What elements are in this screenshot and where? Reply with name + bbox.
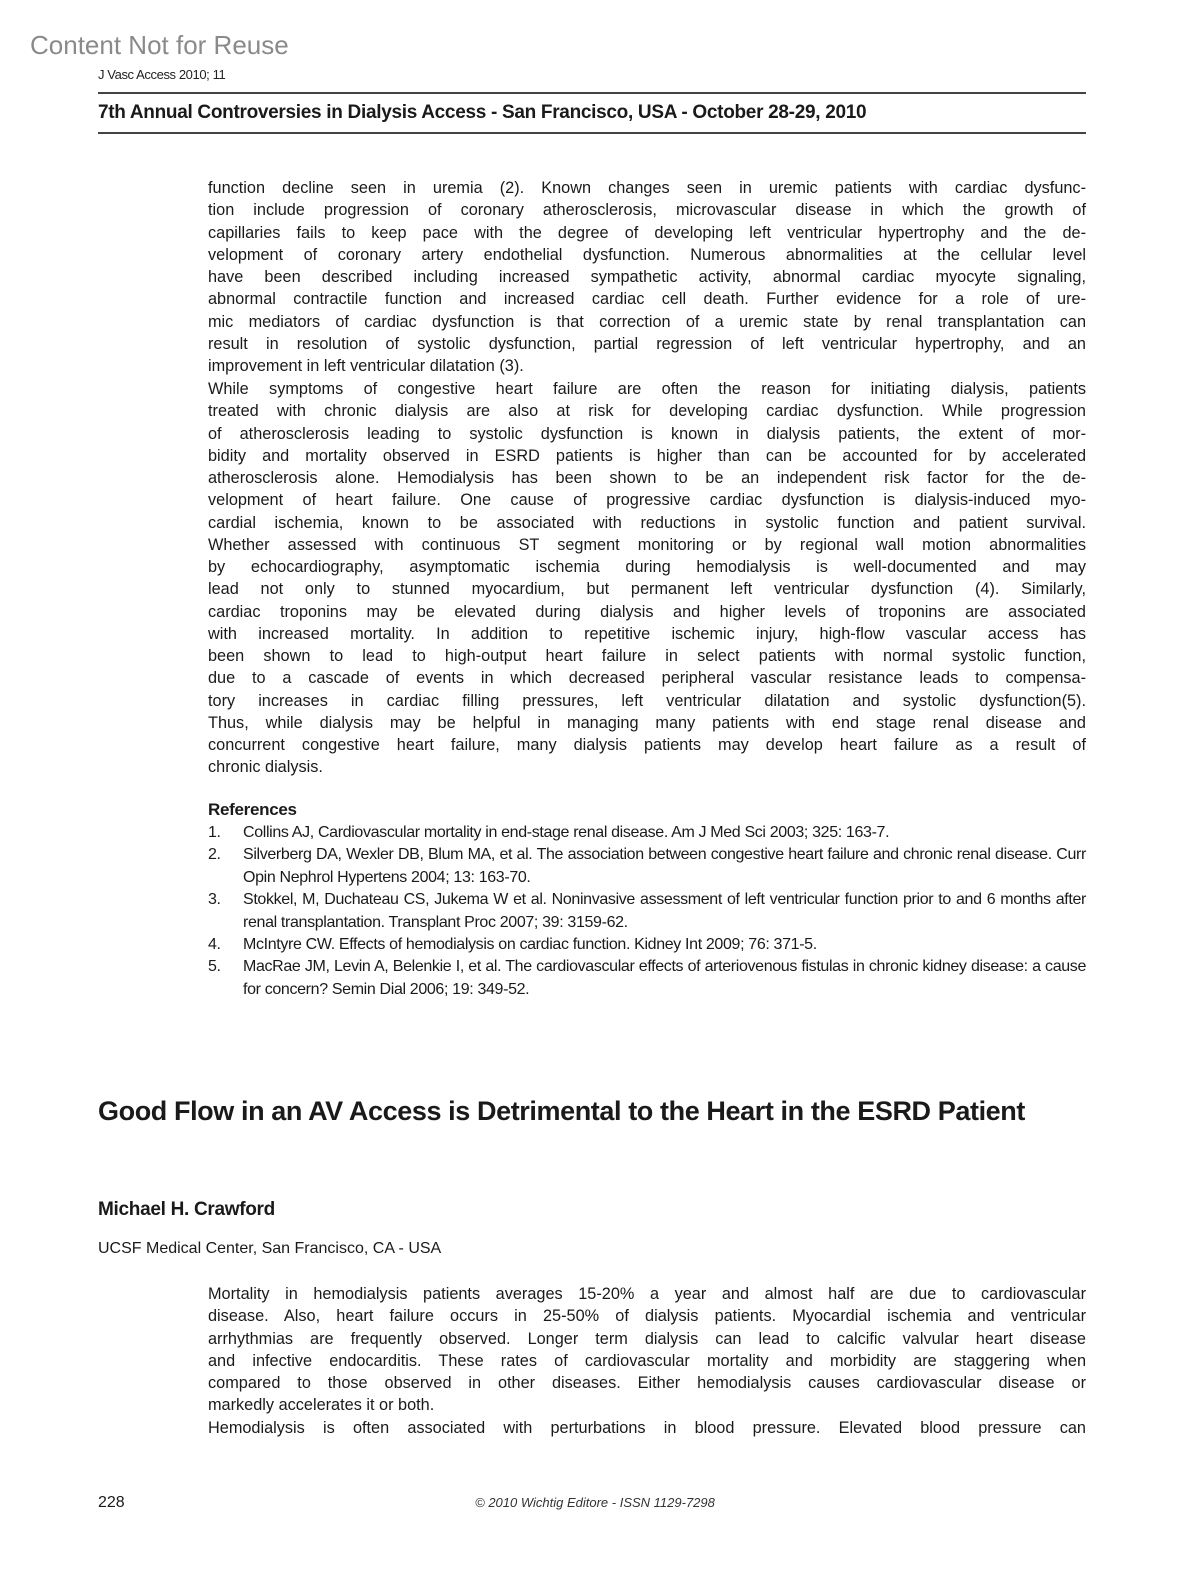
reference-number: 2. (208, 846, 221, 864)
text-line: compared to those observed in other diseases. Either hemodialysis causes cardiovascular disease or (208, 1374, 1086, 1392)
reference-item (208, 956, 1086, 1001)
reference-text: McIntyre CW. Effects of hemodialysis on cardiac function. Kidney Int 2009; 76: 371-5. (243, 936, 817, 954)
reference-text: Collins AJ, Cardiovascular mortality in end-stage renal disease. Am J Med Sci 2003; 325: 163-7. (243, 824, 890, 841)
text-line: velopment of heart failure. One cause of progressive cardiac dysfunction is dialysis-induced myo- (208, 491, 1086, 510)
article-author: Michael H. Crawford (98, 1199, 275, 1220)
conference-title: 7th Annual Controversies in Dialysis Access - San Francisco, USA - October 28-29, 2010 (98, 102, 867, 123)
text-line: have been described including increased sympathetic activity, abnormal cardiac myocyte signaling, (208, 268, 1086, 286)
reference-item (208, 934, 1086, 956)
text-line: due to a cascade of events in which decreased peripheral vascular resistance leads to compensa- (208, 669, 1086, 688)
article2-paragraph-2 (208, 1417, 1086, 1439)
text-line: with increased mortality. In addition to repetitive ischemic injury, high-flow vascular access has (208, 624, 1086, 643)
text-line: bidity and mortality observed in ESRD patients is higher than can be accounted for by accelerated (208, 446, 1086, 465)
copyright: © 2010 Wichtig Editore - ISSN 1129-7298 (475, 1495, 715, 1510)
article2-paragraph-1 (208, 1283, 1086, 1417)
text-line: While symptoms of congestive heart failure are often the reason for initiating dialysis, patients (208, 380, 1086, 398)
text-line: cardiac troponins may be elevated during dialysis and higher levels of troponins are associated (208, 602, 1086, 621)
article1-paragraph-1 (208, 177, 1086, 377)
text-line: markedly accelerates it or both. (208, 1396, 435, 1415)
header-rule-bottom (98, 132, 1086, 134)
author-affiliation: UCSF Medical Center, San Francisco, CA - USA (98, 1240, 442, 1257)
reference-text: Silverberg DA, Wexler DB, Blum MA, et al. The association between congestive heart failure and chronic renal disease. Curr Opin Nephrol Hypertens 2004; 13: 163-70. (243, 846, 1086, 886)
reference-number: 1. (208, 824, 221, 841)
text-line: concurrent congestive heart failure, many dialysis patients may develop heart failure as a result of (208, 736, 1086, 754)
reference-item (208, 822, 1086, 844)
text-line: and infective endocarditis. These rates of cardiovascular mortality and morbidity are staggering when (208, 1351, 1086, 1370)
text-line: Hemodialysis is often associated with perturbations in blood pressure. Elevated blood pressure can (208, 1419, 1086, 1437)
text-line: capillaries fails to keep pace with the degree of developing left ventricular hypertrophy and the de- (208, 223, 1086, 242)
text-line: atherosclerosis alone. Hemodialysis has been shown to be an independent risk factor for the de- (208, 469, 1086, 487)
reference-text: MacRae JM, Levin A, Belenkie I, et al. The cardiovascular effects of arteriovenous fistulas in chronic kidney disease: a cause for concern? Semin Dial 2006; 19: 349-52. (243, 958, 1086, 998)
text-line: function decline seen in uremia (2). Known changes seen in uremic patients with cardiac dysfunc- (208, 179, 1086, 197)
reference-number: 4. (208, 936, 221, 954)
text-line: treated with chronic dialysis are also at risk for developing cardiac dysfunction. While progression (208, 402, 1086, 421)
text-line: velopment of coronary artery endothelial dysfunction. Numerous abnormalities at the cellular level (208, 245, 1086, 264)
text-line: chronic dialysis. (208, 758, 323, 777)
text-line: tory increases in cardiac filling pressures, left ventricular dilatation and systolic dysfunction(5). (208, 691, 1086, 710)
article1-paragraph-2 (208, 378, 1086, 779)
text-line: Whether assessed with continuous ST segment monitoring or by regional wall motion abnormalities (208, 535, 1086, 554)
reference-item (208, 844, 1086, 889)
text-line: arrhythmias are frequently observed. Longer term dialysis can lead to calcific valvular heart disease (208, 1329, 1086, 1348)
journal-citation: J Vasc Access 2010; 11 (98, 67, 226, 82)
text-line: Thus, while dialysis may be helpful in managing many patients with end stage renal disease and (208, 713, 1086, 732)
text-line: cardial ischemia, known to be associated with reductions in systolic function and patient survival. (208, 513, 1086, 532)
reference-number: 5. (208, 958, 221, 976)
reference-text: Stokkel, M, Duchateau CS, Jukema W et al. Noninvasive assessment of left ventricular function prior to and 6 months after renal transplantation. Transplant Proc 2007; 39: 3159-62. (243, 891, 1086, 931)
text-line: by echocardiography, asymptomatic ischemia during hemodialysis is well-documented and may (208, 558, 1086, 576)
text-line: disease. Also, heart failure occurs in 25-50% of dialysis patients. Myocardial ischemia and ventricular (208, 1307, 1086, 1326)
text-line: mic mediators of cardiac dysfunction is that correction of a uremic state by renal transplantation can (208, 312, 1086, 331)
text-line: result in resolution of systolic dysfunction, partial regression of left ventricular hypertrophy, and an (208, 334, 1086, 353)
text-line: abnormal contractile function and increased cardiac cell death. Further evidence for a role of ure- (208, 290, 1086, 309)
header-rule-top (98, 92, 1086, 94)
references-heading: References (208, 800, 297, 819)
text-line: of atherosclerosis leading to systolic dysfunction is known in dialysis patients, the extent of mor- (208, 424, 1086, 443)
reference-item (208, 889, 1086, 934)
references-list (208, 822, 1086, 1001)
text-line: lead not only to stunned myocardium, but permanent left ventricular dysfunction (4). Similarly, (208, 580, 1086, 599)
page-number: 228 (98, 1494, 125, 1511)
text-line: Mortality in hemodialysis patients averages 15-20% a year and almost half are due to cardiovascular (208, 1285, 1086, 1303)
watermark: Content Not for Reuse (30, 30, 289, 60)
reference-number: 3. (208, 891, 221, 909)
text-line: improvement in left ventricular dilatation (3). (208, 357, 524, 375)
text-line: tion include progression of coronary atherosclerosis, microvascular disease in which the growth of (208, 201, 1086, 220)
article-title: Good Flow in an AV Access is Detrimental to the Heart in the ESRD Patient (98, 1096, 1025, 1126)
text-line: been shown to lead to high-output heart failure in select patients with normal systolic function, (208, 647, 1086, 665)
